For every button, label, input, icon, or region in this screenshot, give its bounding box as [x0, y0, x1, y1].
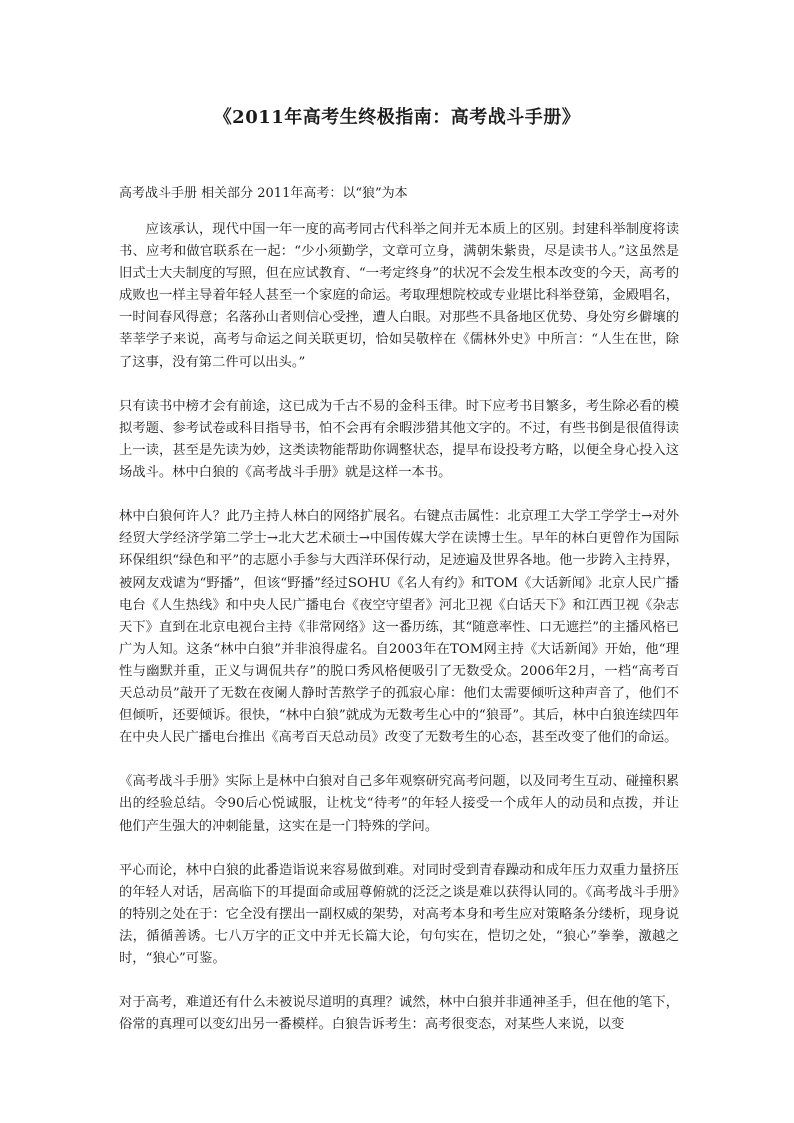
paragraph-assessment: 平心而论，林中白狼的此番造诣说来容易做到难。对同时受到青春躁动和成年压力双重力量挤压的年轻人对话，居高临下的耳提面命或屈尊俯就的泛泛之谈是难以获得认同的。《高考战斗手册》的特别之处在于：它全没有摆出一副权威的架势，对高考本身和考生应对策略条分缕析，现身说法，循循善诱。七八万字的正文中并无长篇大论，句句实在，恺切之处，“狼心”拳拳，激越之时，“狼心”可鉴。: [119, 862, 679, 967]
document-body: [119, 219, 679, 1059]
paragraph-summary: 《高考战斗手册》实际上是林中白狼对自己多年观察研究高考问题，以及同考生互动、碰撞积累出的经验总结。令90后心悦诚服，让枕戈“待考”的年轻人接受一个成年人的动员和点拨，并让他们产生强大的冲刺能量，这实在是一门特殊的学问。: [119, 774, 679, 834]
document-title: 《2011年高考生终极指南：高考战斗手册》: [213, 107, 581, 128]
paragraph-author: 林中白狼何许人？此乃主持人林白的网络扩展名。右键点击属性：北京理工大学工学学士→对外经贸大学经济学第二学士→北大艺术硕士→中国传媒大学在读博士生。早年的林白更曾作为国际环保组织“绿色和平”的志愿小手参与大西洋环保行动，足迹遍及世界各地。他一步跨入主持界，被网友戏谑为“野播”，但该“野播”经过SOHU《名人有约》和TOM《大话新闻》北京人民广播电台《人生热线》和中央人民广播电台《夜空守望者》河北卫视《白话天下》和江西卫视《杂志天下》直到在北京电视台主持《非常网络》这一番历练，其“随意率性、口无遮拦”的主播风格已广为人知。这条“林中白狼”并非浪得虚名。自2003年在TOM网主持《大话新闻》开始，他“理性与幽默并重，正义与调侃共存”的脱口秀风格便吸引了无数受众。2006年2月，一档“高考百天总动员”敲开了无数在夜阑人静时苦熬学子的孤寂心扉：他们太需要倾听这种声音了，他们不但倾听，还要倾诉。很快，“林中白狼”就成为无数考生心中的“狼哥”。其后，林中白狼连续四年在中央人民广播电台推出《高考百天总动员》改变了无数考生的心态，甚至改变了他们的命运。: [119, 509, 679, 746]
document-subtitle: 高考战斗手册 相关部分 2011年高考：以“狼”为本: [119, 186, 408, 201]
paragraph-intro: 应该承认，现代中国一年一度的高考同古代科举之间并无本质上的区别。封建科举制度将读书、应考和做官联系在一起：“少小须勤学，文章可立身，满朝朱紫贵，尽是读书人。”这虽然是旧式士大夫制度的写照，但在应试教育、“一考定终身”的状况不会发生根本改变的今天，高考的成败也一样主导着年轻人甚至一个家庭的命运。考取理想院校或专业堪比科举登第，金殿唱名，一时间春风得意；名落孙山者则信心受挫，遭人白眼。对那些不具备地区优势、身处穷乡僻壤的莘莘学子来说，高考与命运之间关联更切，恰如吴敬梓在《儒林外史》中所言：“人生在世，除了这事，没有第二件可以出头。”: [119, 222, 679, 370]
paragraph-reading: 只有读书中榜才会有前途，这已成为千古不易的金科玉律。时下应考书目繁多，考生除必看的模拟考题、参考试卷或科目指导书，怕不会再有余暇涉猎其他文字的。不过，有些书倒是很值得读上一读，甚至是先读为妙，这类读物能帮助你调整状态，提早布设投考方略，以便全身心投入这场战斗。林中白狼的《高考战斗手册》就是这样一本书。: [119, 398, 679, 481]
paragraph-truth: 对于高考，难道还有什么未被说尽道明的真理？诚然，林中白狼并非通神圣手，但在他的笔下，俗常的真理可以变幻出另一番模样。白狼告诉考生：高考很变态，对某些人来说，以变: [119, 995, 679, 1033]
